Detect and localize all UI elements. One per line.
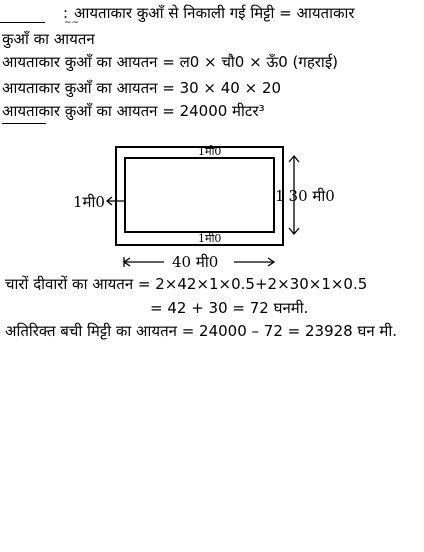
left-arrow-icon (105, 195, 125, 207)
result-underline (2, 123, 46, 124)
remaining-volume-line: अतिरिक्त बची मिट्टी का आयतन = 24000 – 72 = 23928 घन मी. (5, 322, 398, 340)
statement-line-1: आयताकार कुआँ से निकाली गई मिट्टी = आयताकार (74, 4, 355, 22)
formula-line: आयताकार कुआँ का आयतन = ल0 × चौ0 × ऊँ0 (गहराई) (2, 53, 339, 71)
walls-volume-result: = 42 + 30 = 72 घनमी. (150, 299, 309, 317)
substitution-line: आयताकार कुआँ का आयतन = 30 × 40 × 20 (2, 79, 282, 97)
bottom-wall-label: 1मी0 (198, 232, 222, 245)
heading-underline (0, 22, 45, 23)
line1-prefix: : (63, 4, 69, 22)
height-value: 30 मी0 (288, 187, 335, 205)
volume-result-line: आयताकार क़ुआँ का आयतन = 24000 मीटर³ (2, 102, 265, 120)
walls-volume-line: चारों दीवारों का आयतन = 2×42×1×0.5+2×30×1×0.5 (5, 275, 368, 293)
width-label: 40 मी0 (172, 253, 219, 271)
top-wall-label: 1मी0 (198, 145, 222, 158)
squiggle-mark: ~~ (64, 18, 80, 28)
height-label: 1 30 मी0 (275, 187, 335, 205)
left-wall-label: 1मी0 (73, 193, 105, 211)
inner-rectangle (124, 157, 275, 233)
statement-line-2: कुआँ का आयतन (2, 30, 95, 48)
